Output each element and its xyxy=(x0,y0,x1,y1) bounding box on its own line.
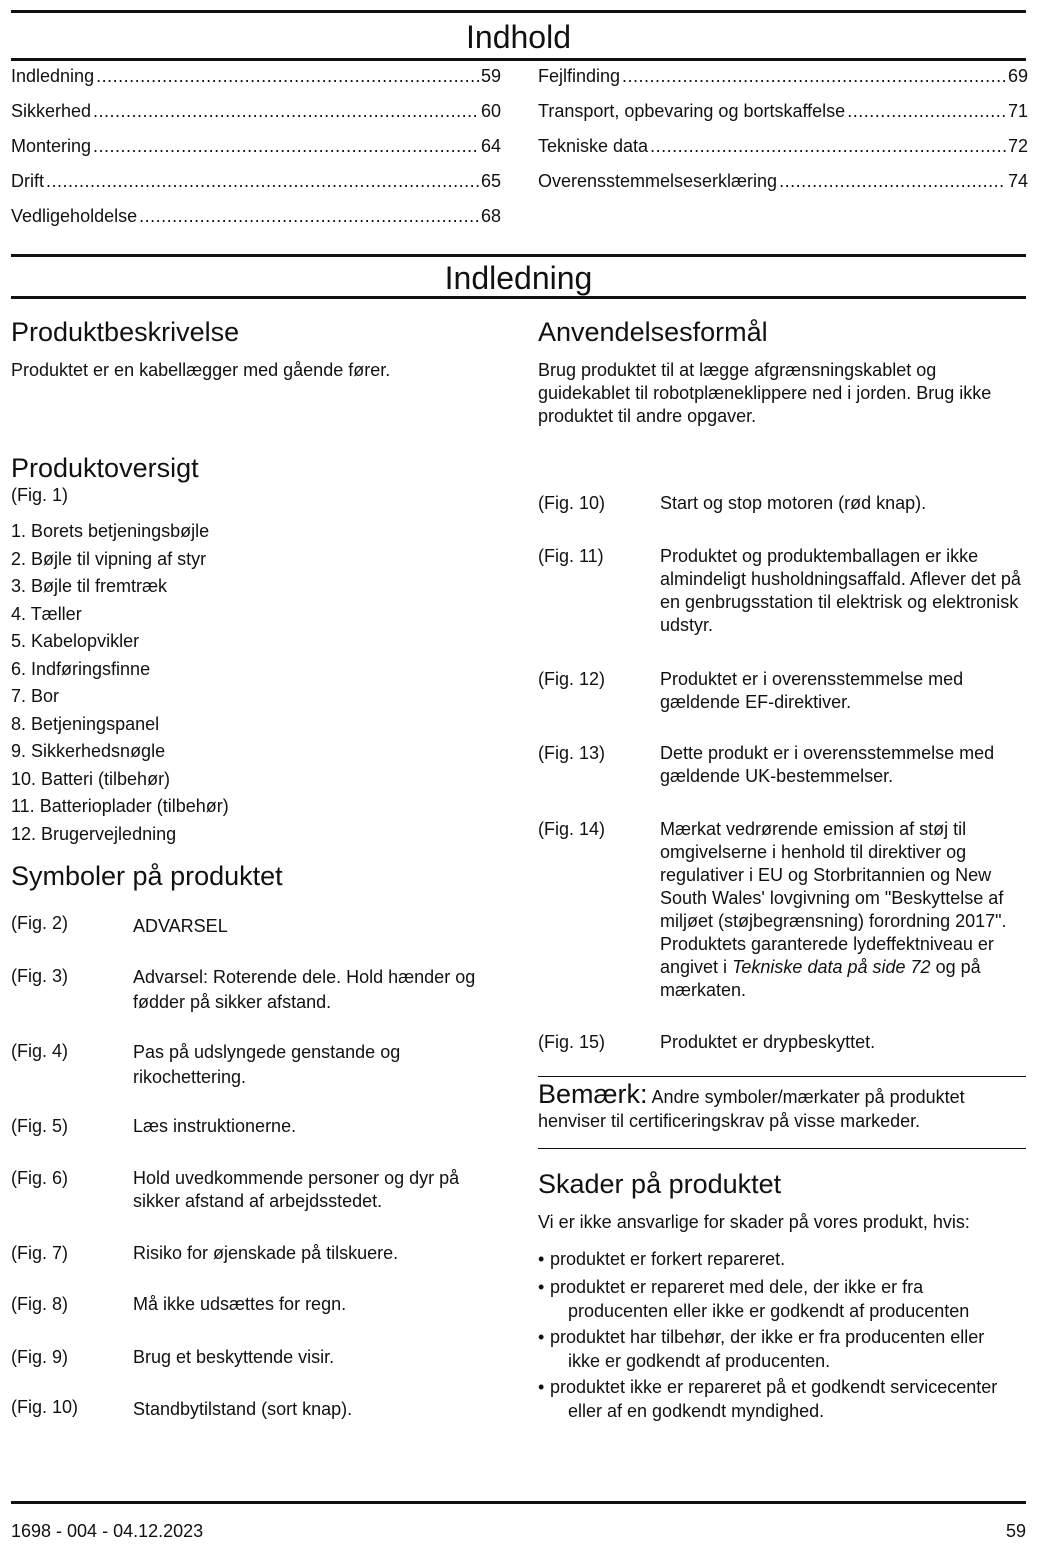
symbol-entry xyxy=(11,1293,501,1316)
fig-text: Advarsel: Roterende dele. Hold hænder og fødder på sikker afstand. xyxy=(133,967,476,1012)
fig-label: (Fig. 10) xyxy=(538,493,606,513)
fig-label: (Fig. 7) xyxy=(11,1243,69,1263)
toc-entry[interactable]: Montering ..... 64 xyxy=(11,136,501,171)
fig-label: (Fig. 8) xyxy=(11,1294,69,1314)
fig-text: ADVARSEL xyxy=(133,916,228,936)
bullet: • xyxy=(538,1327,545,1347)
fig-label: (Fig. 4) xyxy=(11,1041,69,1061)
symbol-entry xyxy=(538,742,1028,788)
fig-label: (Fig. 11) xyxy=(538,546,604,566)
list-item: 2. Bøjle til vipning af styr xyxy=(11,548,207,569)
symbol-entry xyxy=(538,492,1028,515)
anvendelsesformaal-text: Brug produktet til at lægge afgrænsningskablet og guidekablet til robotplæneklippere ned i jorden. Brug ikke produktet til andre opgaver. xyxy=(538,360,992,426)
fig-label: (Fig. 13) xyxy=(538,743,606,763)
symbol-entry xyxy=(11,1040,501,1090)
toc-left-column xyxy=(11,66,501,241)
symbol-entry xyxy=(538,1031,1028,1054)
toc-entry[interactable]: Sikkerhed ..... 60 xyxy=(11,101,501,136)
fig-text: Start og stop motoren (rød knap). xyxy=(660,493,927,513)
fig-text: Må ikke udsættes for regn. xyxy=(133,1294,347,1314)
toc-title-rule xyxy=(11,58,1026,61)
fig-label: (Fig. 3) xyxy=(11,966,69,986)
toc-entry[interactable]: Transport, opbevaring og bortskaffelse ..... 71 xyxy=(538,101,1028,136)
symbol-entry xyxy=(11,1346,501,1369)
bullet: • xyxy=(538,1377,545,1397)
symbol-entry xyxy=(538,818,1028,1002)
skader-lead: Vi er ikke ansvarlige for skader på vores produkt, hvis: xyxy=(538,1212,970,1232)
produktbeskrivelse-text: Produktet er en kabellægger med gående fører. xyxy=(11,360,391,380)
toc-entry[interactable]: Fejlfinding ..... 69 xyxy=(538,66,1028,101)
list-item: 7. Bor xyxy=(11,686,60,706)
list-item xyxy=(538,1375,1018,1423)
symbol-entry xyxy=(11,965,501,1015)
bullet-text: produktet har tilbehør, der ikke er fra producenten eller ikke er godkendt af producenten. xyxy=(550,1327,985,1371)
toc-entry[interactable]: Overensstemmelseserklæring ..... 74 xyxy=(538,171,1028,206)
note-rule-bottom xyxy=(538,1148,1026,1149)
list-item: 10. Batteri (tilbehør) xyxy=(11,768,171,789)
fig-label: (Fig. 15) xyxy=(538,1032,606,1052)
symboler-heading: Symboler på produktet xyxy=(11,861,283,891)
fig-text: Pas på udslyngede genstande og rikochettering. xyxy=(133,1042,401,1087)
list-item: 1. Borets betjeningsbøjle xyxy=(11,521,210,541)
skader-heading: Skader på produktet xyxy=(538,1169,782,1199)
list-item: 6. Indføringsfinne xyxy=(11,658,151,679)
section-title: Indledning xyxy=(444,260,593,296)
list-item: 8. Betjeningspanel xyxy=(11,713,160,734)
fig-text: Risiko for øjenskade på tilskuere. xyxy=(133,1243,399,1263)
toc-right-column xyxy=(538,66,1028,206)
footer-rule xyxy=(11,1501,1026,1504)
produktoversigt-fig: (Fig. 1) xyxy=(11,485,69,505)
fig-text xyxy=(660,818,1028,1002)
symbol-entry xyxy=(11,1396,501,1421)
fig-label: (Fig. 12) xyxy=(538,669,606,689)
toc-entry[interactable]: Drift ..... 65 xyxy=(11,171,501,206)
bullet-text: produktet er repareret med dele, der ikke er fra producenten eller ikke er godkendt af producenten xyxy=(550,1277,970,1321)
note-rule-top xyxy=(538,1076,1026,1077)
section-title-rule xyxy=(11,296,1026,299)
list-item xyxy=(538,1247,1018,1271)
symbol-entry xyxy=(538,545,1028,637)
fig-label: (Fig. 14) xyxy=(538,819,606,839)
bullet: • xyxy=(538,1249,545,1269)
fig-text: Produktet er drypbeskyttet. xyxy=(660,1032,876,1052)
fig-text: Hold uvedkommende personer og dyr på sikker afstand af arbejdsstedet. xyxy=(133,1168,460,1211)
toc-title: Indhold xyxy=(466,19,571,55)
list-item xyxy=(538,1275,1018,1323)
top-rule xyxy=(11,10,1026,13)
anvendelsesformaal-heading: Anvendelsesformål xyxy=(538,317,768,347)
footer-page-number: 59 xyxy=(1005,1521,1026,1541)
list-item: 12. Brugervejledning xyxy=(11,823,177,844)
fig-label: (Fig. 2) xyxy=(11,913,69,933)
note-box xyxy=(538,1079,1023,1133)
note-text: Andre symboler/mærkater på produktet henviser til certificeringskrav på visse markeder. xyxy=(538,1087,965,1131)
fig-text: Standbytilstand (sort knap). xyxy=(133,1399,353,1419)
list-item: 9. Sikkerhedsnøgle xyxy=(11,741,166,761)
symbol-entry xyxy=(11,912,501,938)
fig-label: (Fig. 6) xyxy=(11,1168,69,1188)
symbol-entry xyxy=(538,668,1028,714)
footer-doc-id: 1698 - 004 - 04.12.2023 xyxy=(11,1521,204,1541)
list-item: 3. Bøjle til fremtræk xyxy=(11,576,168,596)
fig14-text: Mærkat vedrørende emission af støj til omgivelserne i henhold til direktiver og regulativer i EU og Storbritannien og New South Wales' lovgivning om "Beskyttelse af miljøet (støjbegrænsning) forordning 2017". Produktets garanterede lydeffektniveau er angivet i xyxy=(660,819,1007,977)
fig-label: (Fig. 10) xyxy=(11,1397,79,1417)
bullet-text: produktet ikke er repareret på et godkendt servicecenter eller af en godkendt myndighed. xyxy=(550,1377,998,1421)
section-rule xyxy=(11,254,1026,257)
fig-label: (Fig. 9) xyxy=(11,1347,69,1367)
note-label: Bemærk: xyxy=(538,1079,648,1109)
fig-text: Produktet og produktemballagen er ikke almindeligt husholdningsaffald. Aflever det på en genbrugsstation til elektrisk og elektronisk udstyr. xyxy=(660,546,1021,635)
bullet: • xyxy=(538,1277,545,1297)
fig-text: Læs instruktionerne. xyxy=(133,1116,297,1136)
toc-entry[interactable]: Vedligeholdelse ..... 68 xyxy=(11,206,501,241)
symbol-entry xyxy=(11,1115,501,1138)
produktbeskrivelse-heading: Produktbeskrivelse xyxy=(11,317,240,347)
symbol-entry xyxy=(11,1167,501,1213)
fig14-link[interactable]: Tekniske data på side 72 xyxy=(732,957,931,977)
list-item: 4. Tæller xyxy=(11,603,82,624)
produktoversigt-heading: Produktoversigt xyxy=(11,453,199,483)
fig-text: Brug et beskyttende visir. xyxy=(133,1347,335,1367)
symbol-entry xyxy=(11,1242,501,1265)
list-item xyxy=(538,1325,1018,1373)
toc-entry[interactable]: Tekniske data ..... 72 xyxy=(538,136,1028,171)
list-item: 11. Batterioplader (tilbehør) xyxy=(11,796,229,816)
fig-text: Dette produkt er i overensstemmelse med gældende UK-bestemmelser. xyxy=(660,743,995,786)
fig-label: (Fig. 5) xyxy=(11,1116,69,1136)
fig14-tail: og på mærkaten. xyxy=(660,957,981,1000)
toc-entry[interactable]: Indledning ..... 59 xyxy=(11,66,501,101)
produktoversigt-list xyxy=(11,518,229,848)
fig-text: Produktet er i overensstemmelse med gældende EF-direktiver. xyxy=(660,669,964,712)
bullet-text: produktet er forkert repareret. xyxy=(550,1249,786,1269)
list-item: 5. Kabelopvikler xyxy=(11,631,140,651)
